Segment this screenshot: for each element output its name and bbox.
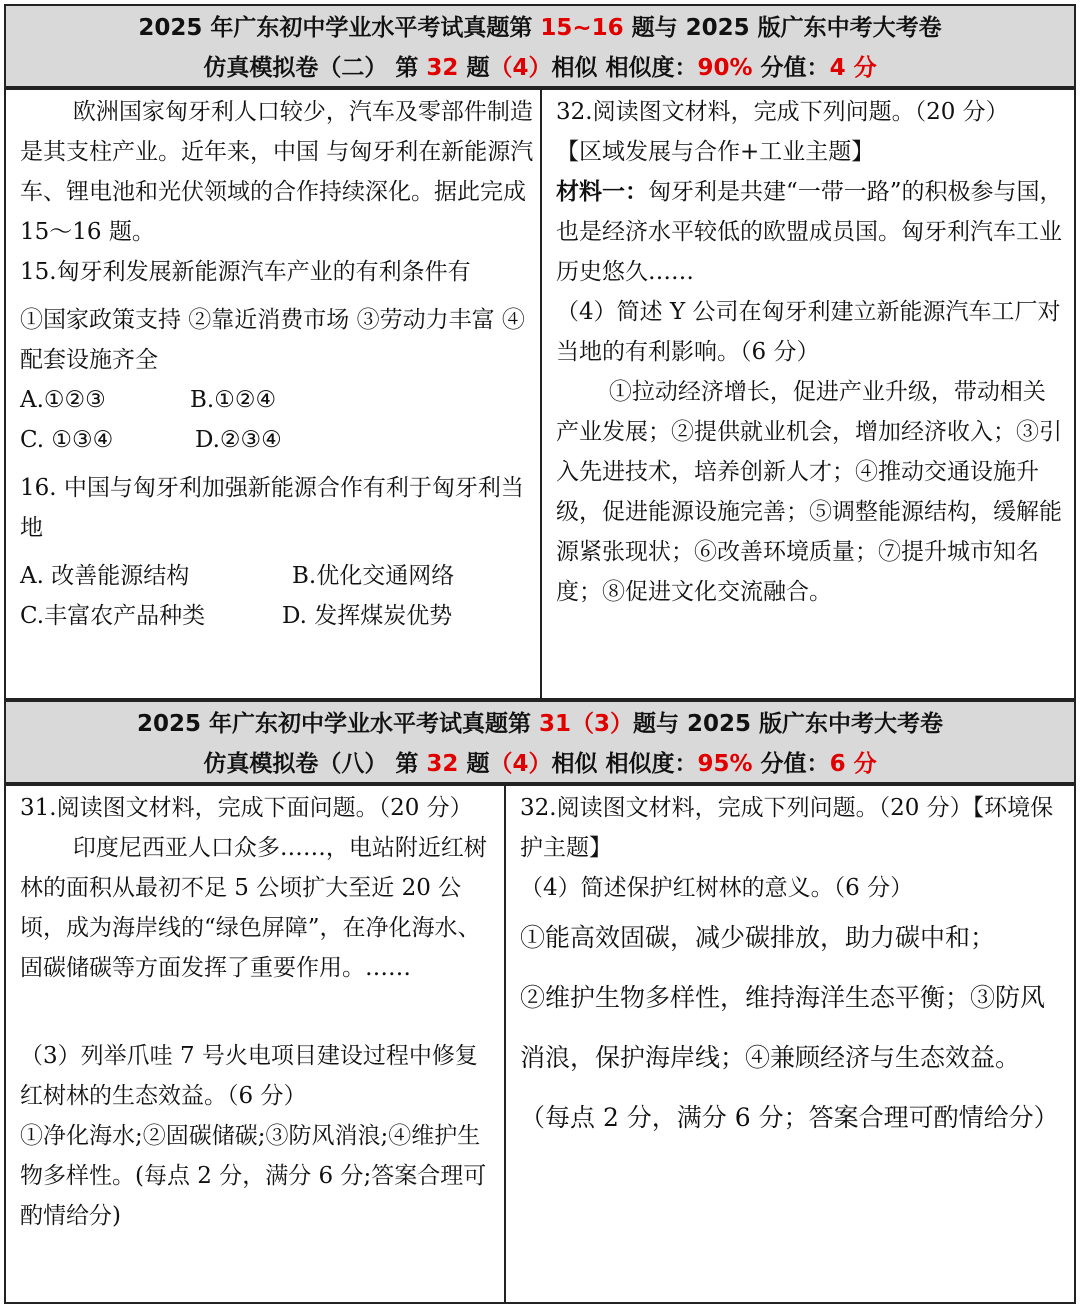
section1-header-line2: 仿真模拟卷（二） 第 32 题（4）相似 相似度：90% 分值：4 分 [203,55,877,81]
section2-header-line2: 仿真模拟卷（八） 第 32 题（4）相似 相似度：95% 分值：6 分 [203,751,877,777]
section2-header-line1: 2025 年广东初中学业水平考试真题第 31（3）题与 2025 版广东中考大考卷 [136,711,944,737]
material-text: 印度尼西亚人口众多……，电站附近红树林的面积从最初不足 5 公顷扩大至近 20 公顷，成为海岸线的“绿色屏障”，在净化海水、固碳储碳等方面发挥了重要作用。…… [20,835,487,981]
section1-header [4,4,1076,88]
question-15-options-row1 [20,380,534,420]
theme-label: 【区域发展与合作+工业主题】 [556,139,875,165]
option-c: C. ①③④ [20,427,114,453]
option-a: A.①②③ [20,387,106,413]
material-one: 材料一：匈牙利是共建“一带一路”的积极参与国，也是经济水平较低的欧盟成员国。匈牙利汽车工业历史悠久…… [556,178,1063,285]
intro-text: 欧洲国家匈牙利人口较少，汽车及零部件制造是其支柱产业。近年来，中国 与匈牙利在新能源汽车、锂电池和光伏领域的合作持续深化。据此完成 15～16 题。 [20,99,534,245]
question-31: 31.阅读图文材料，完成下面问题。（20 分） [20,795,473,821]
sub-question-4: （4）简述 Y 公司在匈牙利建立新能源汽车工厂对当地的有利影响。（6 分） [556,299,1061,365]
sub-question-3: （3）列举爪哇 7 号火电项目建设过程中修复红树林的生态效益。（6 分） [20,1043,478,1109]
section1-left-cell [4,88,542,700]
option-b: B.优化交通网络 [292,563,455,589]
section1-header-line1: 2025 年广东初中学业水平考试真题第 15~16 题与 2025 版广东中考大考卷 [138,15,942,41]
question-16: 16. 中国与匈牙利加强新能源合作有利于匈牙利当地 [20,475,524,541]
option-d: D. 发挥煤炭优势 [282,603,453,629]
question-16-options-row2 [20,596,534,636]
answer-line2: ②维护生物多样性，维持海洋生态平衡；③防风消浪，保护海岸线；④兼顾经济与生态效益。 [520,983,1046,1072]
section2-header [4,700,1076,784]
answer-text: ①净化海水;②固碳储碳;③防风消浪;④维护生物多样性。(每点 2 分，满分 6 分;答案合理可酌情给分) [20,1123,487,1229]
section2-left-cell [4,784,506,1304]
option-a: A. 改善能源结构 [20,563,190,589]
question-15-items: ①国家政策支持 ②靠近消费市场 ③劳动力丰富 ④配套设施齐全 [20,307,525,373]
question-32: 32.阅读图文材料，完成下列问题。（20 分） [556,99,1009,125]
section2-right-cell [504,784,1076,1304]
question-32: 32.阅读图文材料，完成下列问题。（20 分）【环境保护主题】 [520,795,1054,861]
section1-right-cell [540,88,1076,700]
question-16-options-row1 [20,556,534,596]
question-15: 15.匈牙利发展新能源汽车产业的有利条件有 [20,259,471,285]
scoring-note: （每点 2 分，满分 6 分；答案合理可酌情给分） [520,1103,1059,1132]
answer-text: ①拉动经济增长，促进产业升级，带动相关产业发展；②提供就业机会，增加经济收入；③引入先进技术，培养创新人才；④推动交通设施升级，促进能源设施完善；⑤调整能源结构，缓解能源紧张现状；⑥改善环境质量；⑦提升城市知名度；⑧促进文化交流融合。 [556,379,1062,605]
option-c: C.丰富农产品种类 [20,603,206,629]
sub-question-4: （4）简述保护红树林的意义。（6 分） [520,875,914,901]
answer-line1: ①能高效固碳，减少碳排放，助力碳中和； [520,923,996,952]
question-15-options-row2 [20,420,534,460]
option-d: D.②③④ [195,427,282,453]
option-b: B.①②④ [190,387,277,413]
